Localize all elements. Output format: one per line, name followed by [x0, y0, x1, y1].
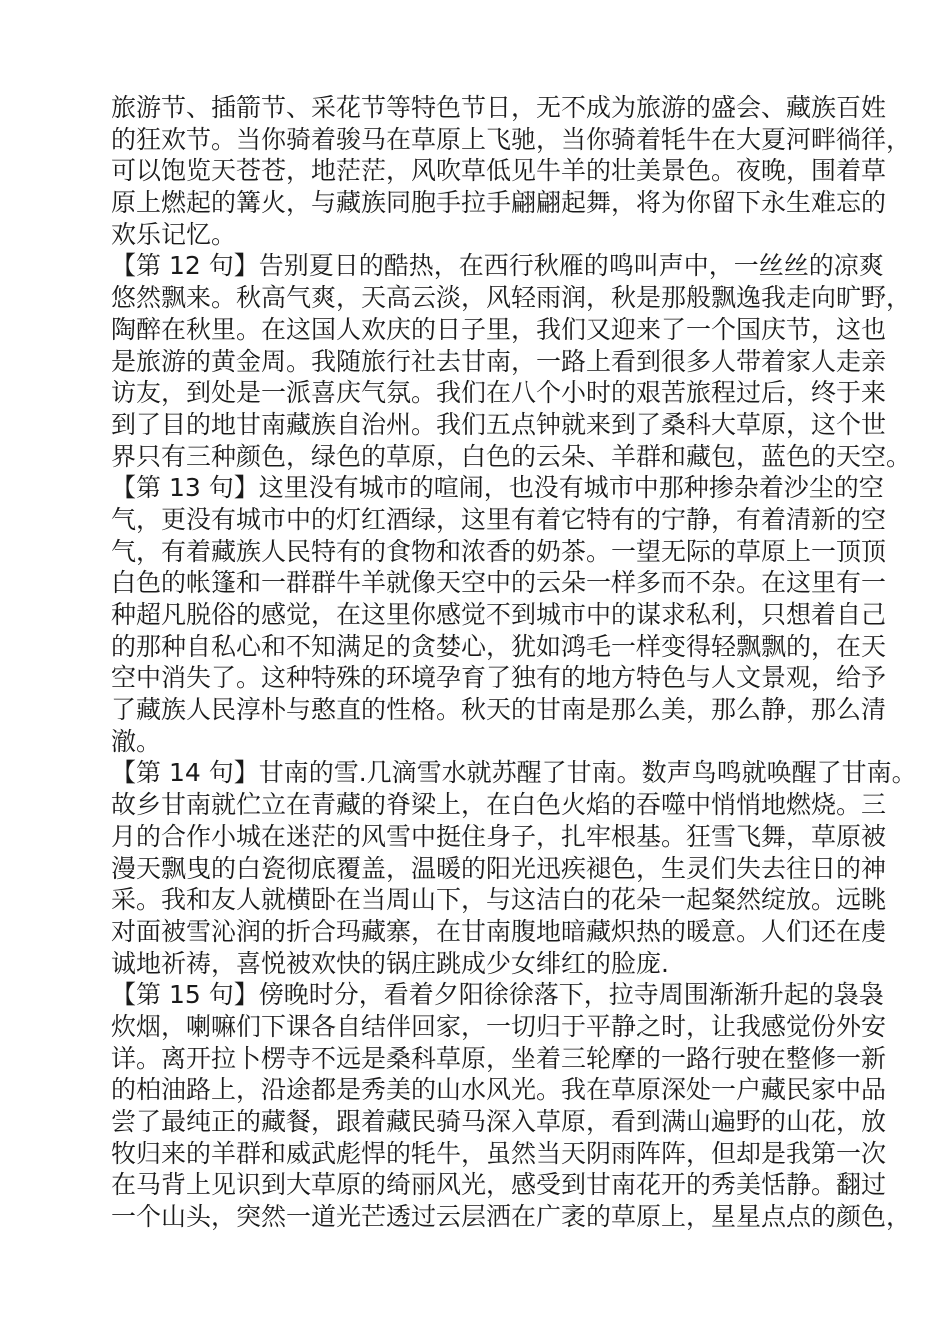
text-line: 可以饱览天苍苍，地茫茫，风吹草低见牛羊的壮美景色。夜晚，围着草	[111, 156, 887, 186]
text-line: 尝了最纯正的藏餐，跟着藏民骑马深入草原，看到满山遍野的山花，放	[111, 1107, 887, 1136]
text-line: 原上燃起的篝火，与藏族同胞手拉手翩翩起舞，将为你留下永生难忘的	[111, 188, 887, 218]
text-line: 详。离开拉卜楞寺不远是桑科草原，坐着三轮摩的一路行驶在整修一新	[111, 1043, 887, 1073]
text-line: 炊烟，喇嘛们下课各自结伴回家，一切归于平静之时，让我感觉份外安	[111, 1011, 887, 1041]
text-line: 在马背上见识到大草原的绮丽风光，感受到甘南花开的秀美恬静。翻过	[111, 1170, 887, 1200]
section-13-start: 【第 13 句】这里没有城市的喧闹，也没有城市中那种掺杂着沙尘的空	[111, 473, 884, 503]
text-line: 诚地祈祷，喜悦被欢快的锅庄跳成少女绯红的脸庞.	[111, 948, 669, 978]
section-15-start: 【第 15 句】傍晚时分，看着夕阳徐徐落下，拉寺周围渐渐升起的袅袅	[111, 980, 884, 1010]
text-line: 气，有着藏族人民特有的食物和浓香的奶茶。一望无际的草原上一顶顶	[111, 536, 887, 566]
text-line: 漫天飘曳的白瓷彻底覆盖，温暖的阳光迅疾褪色，生灵们失去往日的神	[111, 853, 887, 883]
text-line: 白色的帐篷和一群群牛羊就像天空中的云朵一样多而不杂。在这里有一	[111, 568, 887, 598]
body-text	[111, 92, 917, 1233]
text-line: 故乡甘南就伫立在青藏的脊梁上，在白色火焰的吞噬中悄悄地燃烧。三	[111, 790, 887, 820]
text-line: 悠然飘来。秋高气爽，天高云淡，风轻雨润，秋是那般飘逸我走向旷野，	[111, 283, 912, 313]
text-line: 空中消失了。这种特殊的环境孕育了独有的地方特色与人文景观，给予	[111, 663, 887, 693]
text-line: 欢乐记忆。	[111, 219, 237, 249]
section-12-start: 【第 12 句】告别夏日的酷热，在西行秋雁的鸣叫声中，一丝丝的凉爽	[111, 251, 884, 281]
text-line: 采。我和友人就横卧在当周山下，与这洁白的花朵一起粲然绽放。远眺	[111, 885, 887, 915]
text-line: 气，更没有城市中的灯红酒绿，这里有着它特有的宁静，有着清新的空	[111, 504, 887, 534]
text-line: 对面被雪沁润的折合玛藏寨，在甘南腹地暗藏炽热的暖意。人们还在虔	[111, 916, 887, 946]
text-line: 陶醉在秋里。在这国人欢庆的日子里，我们又迎来了一个国庆节，这也	[111, 314, 887, 344]
text-line: 旅游节、插箭节、采花节等特色节日，无不成为旅游的盛会、藏族百姓	[111, 93, 887, 122]
text-line: 界只有三种颜色，绿色的草原，白色的云朵、羊群和藏包，蓝色的天空。	[111, 441, 912, 471]
text-line: 是旅游的黄金周。我随旅行社去甘南，一路上看到很多人带着家人走亲	[111, 346, 887, 376]
text-line: 种超凡脱俗的感觉，在这里你感觉不到城市中的谋求私利，只想着自己	[111, 600, 887, 629]
text-line: 一个山头，突然一道光芒透过云层洒在广袤的草原上，星星点点的颜色，	[111, 1202, 912, 1232]
text-line: 牧归来的羊群和威武彪悍的牦牛，虽然当天阴雨阵阵，但却是我第一次	[111, 1138, 887, 1168]
text-line: 了藏族人民淳朴与憨直的性格。秋天的甘南是那么美，那么静，那么清	[111, 695, 887, 725]
text-line: 的狂欢节。当你骑着骏马在草原上飞驰，当你骑着牦牛在大夏河畔徜徉，	[111, 124, 912, 154]
text-line: 月的合作小城在迷茫的风雪中挺住身子，扎牢根基。狂雪飞舞，草原被	[111, 821, 887, 851]
text-line: 的柏油路上，沿途都是秀美的山水风光。我在草原深处一户藏民家中品	[111, 1075, 887, 1105]
text-line: 访友，到处是一派喜庆气氛。我们在八个小时的艰苦旅程过后，终于来	[111, 378, 887, 408]
text-line: 的那种自私心和不知满足的贪婪心，犹如鸿毛一样变得轻飘飘的，在天	[111, 631, 887, 661]
text-line: 到了目的地甘南藏族自治州。我们五点钟就来到了桑科大草原，这个世	[111, 409, 887, 439]
section-14-start: 【第 14 句】甘南的雪.几滴雪水就苏醒了甘南。数声鸟鸣就唤醒了甘南。	[111, 758, 917, 788]
text-line: 澈。	[111, 726, 162, 756]
